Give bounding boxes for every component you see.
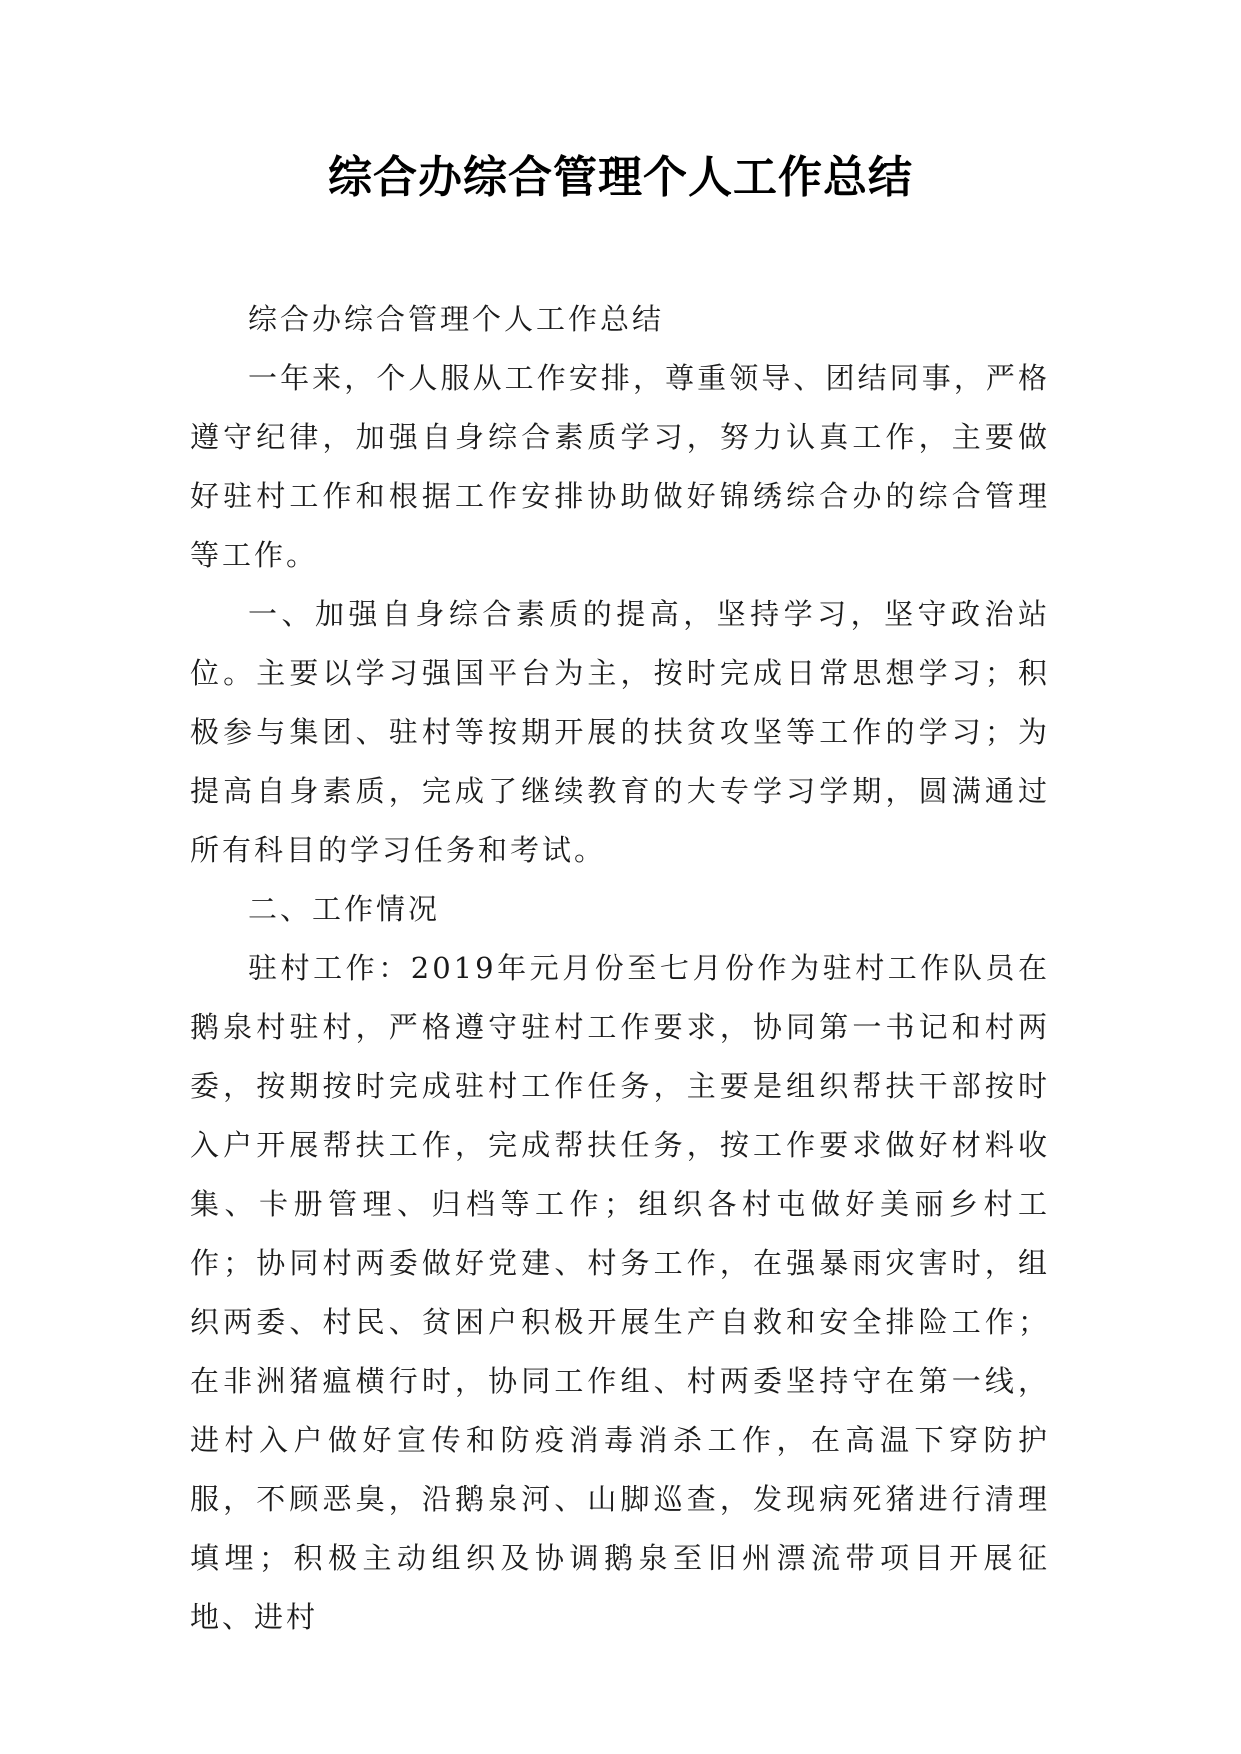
paragraph-section-one: 一、加强自身综合素质的提高，坚持学习，坚守政治站位。主要以学习强国平台为主，按时完成日常思想学习；积极参与集团、驻村等按期开展的扶贫攻坚等工作的学习；为提高自身素质，完成了继续教育的大专学习学期，圆满通过所有科目的学习任务和考试。 bbox=[190, 597, 1050, 867]
paragraph-subtitle: 综合办综合管理个人工作总结 bbox=[248, 302, 665, 336]
paragraph-section-two-heading: 二、工作情况 bbox=[248, 892, 441, 926]
paragraph-village-work: 驻村工作：2019年元月份至七月份作为驻村工作队员在鹅泉村驻村，严格遵守驻村工作要求，协同第一书记和村两委，按期按时完成驻村工作任务，主要是组织帮扶干部按时入户开展帮扶工作，完成帮扶任务，按工作要求做好材料收集、卡册管理、归档等工作；组织各村屯做好美丽乡村工作；协同村两委做好党建、村务工作，在强暴雨灾害时，组织两委、村民、贫困户积极开展生产自救和安全排险工作；在非洲猪瘟横行时，协同工作组、村两委坚持守在第一线，进村入户做好宣传和防疫消毒消杀工作，在高温下穿防护服，不顾恶臭，沿鹅泉河、山脚巡查，发现病死猪进行清理填埋；积极主动组织及协调鹅泉至旧州漂流带项目开展征地、进村 bbox=[190, 951, 1050, 1634]
document-body bbox=[190, 290, 1050, 1647]
paragraph-intro: 一年来，个人服从工作安排，尊重领导、团结同事，严格遵守纪律，加强自身综合素质学习，努力认真工作，主要做好驻村工作和根据工作安排协助做好锦绣综合办的综合管理等工作。 bbox=[190, 361, 1050, 572]
document-title: 综合办综合管理个人工作总结 bbox=[328, 152, 913, 203]
